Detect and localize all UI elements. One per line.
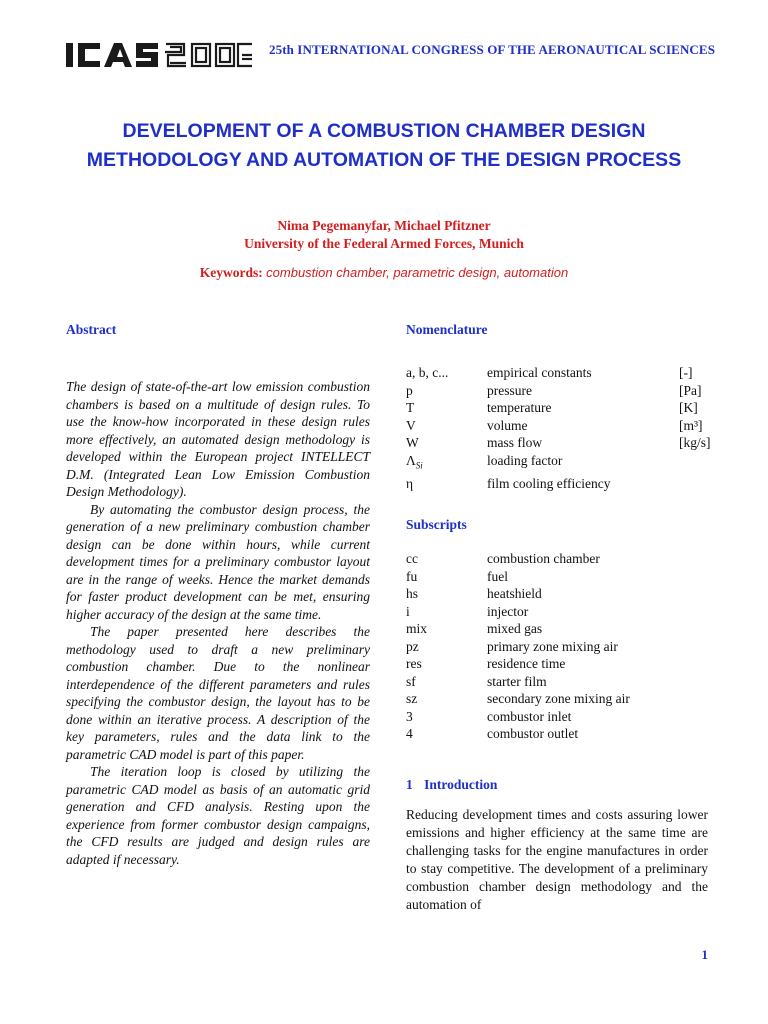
abstract-paragraph: The paper presented here describes the methodology used to draft a new preliminary combustion chamber. Due to the nonlinear interdependence of the different parameters and rules specifying the combustor design, the layout has to be done within an iterative process. A description of the key parameters, rules and the data link to the parametric CAD model is part of this paper.	[66, 624, 370, 762]
symbol-cell: T	[406, 400, 415, 415]
description-cell: secondary zone mixing air	[487, 691, 630, 706]
icas-2006-logo	[66, 40, 252, 70]
symbol-cell: res	[406, 656, 422, 671]
page-number: 1	[701, 947, 708, 962]
unit-cell	[679, 452, 721, 475]
symbol-cell: 3	[406, 708, 413, 724]
description-cell: combustion chamber	[487, 551, 600, 566]
abstract-heading: Abstract	[66, 322, 117, 337]
description-cell: fuel	[487, 568, 508, 584]
table-row	[406, 568, 679, 586]
symbol-cell: η	[406, 475, 414, 491]
symbol-cell: $\Lambda_{Si}$	[406, 452, 423, 471]
abstract-text	[66, 378, 370, 868]
table-row	[406, 585, 679, 603]
unit-cell: [m³]	[679, 417, 703, 433]
table-row	[406, 708, 679, 726]
symbol-cell: p	[406, 382, 413, 398]
symbol-subscript: Si	[415, 460, 423, 471]
table-row	[406, 550, 679, 568]
symbol-cell: mix	[406, 621, 428, 636]
table-row	[406, 417, 721, 435]
symbol-cell: pz	[406, 638, 419, 654]
symbol-cell: 4	[406, 726, 413, 741]
table-row	[406, 603, 679, 621]
description-cell: pressure	[487, 382, 532, 398]
author-names: Nima Pegemanyfar, Michael Pfitzner	[277, 218, 491, 233]
symbol-cell: W	[406, 435, 419, 450]
table-row	[406, 364, 721, 382]
paper-title: DEVELOPMENT OF A COMBUSTION CHAMBER DESIGN METHODOLOGY AND AUTOMATION OF THE DESIGN PROCESS	[86, 120, 682, 171]
nomenclature-table	[406, 364, 721, 492]
keywords-label: Keywords:	[199, 265, 263, 280]
congress-name: 25th INTERNATIONAL CONGRESS OF THE AERONAUTICAL SCIENCES	[269, 42, 716, 57]
abstract-paragraph: The design of state-of-the-art low emission combustion chambers is based on a multitude of design rules. To use the know-how incorporated in these design rules more effectively, an automated design methodology is developed within the European project INTELLECT D.M. (Integrated Lean Low Emission Combustion Design Methodology).	[66, 379, 370, 499]
description-cell: film cooling efficiency	[487, 475, 611, 491]
nomenclature-heading: Nomenclature	[406, 322, 488, 337]
table-row	[406, 399, 721, 417]
symbol-cell: cc	[406, 551, 418, 566]
description-cell: combustor outlet	[487, 726, 579, 741]
introduction-heading: 1 Introduction	[406, 777, 498, 792]
affiliation: University of the Federal Armed Forces, Munich	[244, 236, 524, 251]
subscripts-heading: Subscripts	[406, 517, 467, 532]
symbol-cell: sz	[406, 691, 418, 706]
description-cell: primary zone mixing air	[487, 638, 618, 654]
unit-cell	[679, 475, 721, 493]
unit-cell: [kg/s]	[679, 435, 711, 450]
description-cell: volume	[487, 417, 528, 433]
symbol-cell: a, b, c...	[406, 365, 449, 380]
description-cell: injector	[487, 603, 529, 619]
table-row	[406, 655, 679, 673]
table-row	[406, 434, 721, 452]
symbol-cell: i	[406, 603, 410, 619]
description-cell: mixed gas	[487, 621, 543, 636]
unit-cell: [K]	[679, 400, 698, 415]
symbol-cell: sf	[406, 673, 416, 689]
keywords-line	[60, 265, 708, 281]
keywords-list: combustion chamber, parametric design, automation	[266, 265, 569, 280]
author-block	[60, 217, 708, 253]
description-cell: combustor inlet	[487, 708, 572, 724]
unit-cell: [Pa]	[679, 382, 702, 398]
description-cell: residence time	[487, 656, 566, 671]
description-cell: starter film	[487, 673, 547, 689]
symbol-cell: hs	[406, 586, 419, 601]
abstract-paragraph: By automating the combustor design process, the generation of a new preliminary combustion chamber design can be done within hours, while current development times for a preliminary combustor layout are in the range of weeks. Hence the market demands for faster product development can be met, ensuring higher accuracy of the design at the same time.	[66, 501, 370, 622]
unit-cell: [-]	[679, 365, 693, 380]
subscripts-table	[406, 550, 679, 743]
introduction-text: Reducing development times and costs assuring lower emissions and higher efficiency at the same time are challenging tasks for the engine manufactures in order to stay competitive. The development of a preliminary combustion chamber design methodology and the automation of	[406, 807, 708, 912]
table-row	[406, 475, 721, 493]
abstract-paragraph: The iteration loop is closed by utilizing the parametric CAD model as basis of an automatic grid generation and CFD analysis. Resting upon the experience from former combustor design campaigns, the CFD results are judged and design rules are adapted if necessary.	[66, 764, 370, 867]
symbol-cell: V	[406, 417, 416, 433]
description-cell: empirical constants	[487, 365, 592, 380]
table-row	[406, 452, 721, 475]
table-row	[406, 638, 679, 656]
table-row	[406, 382, 721, 400]
table-row	[406, 725, 679, 743]
description-cell: mass flow	[487, 435, 543, 450]
page-header	[66, 38, 716, 72]
description-cell: loading factor	[487, 452, 563, 468]
description-cell: heatshield	[487, 586, 542, 601]
table-row	[406, 620, 679, 638]
table-row	[406, 690, 679, 708]
symbol-cell: fu	[406, 568, 418, 584]
table-row	[406, 673, 679, 691]
description-cell: temperature	[487, 400, 552, 415]
